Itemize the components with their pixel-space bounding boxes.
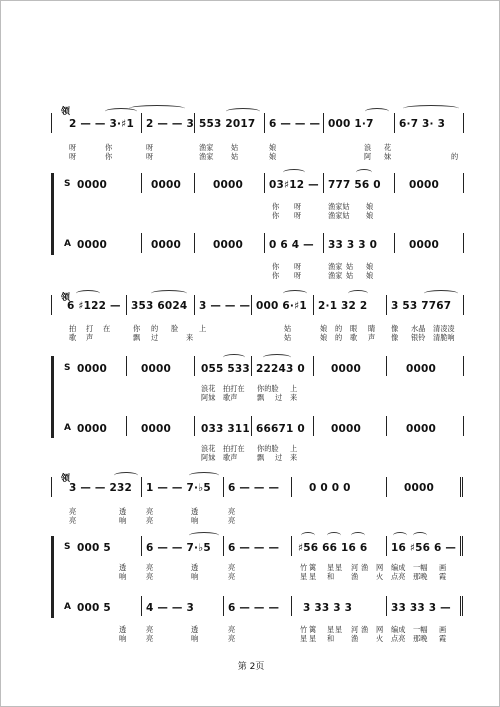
choir-brace (51, 173, 54, 255)
choir-brace (51, 536, 54, 618)
measure-1: 2 — — 3·♯1 (69, 118, 134, 130)
alto-label: A (64, 423, 71, 433)
choir-brace (51, 356, 54, 438)
soprano-label: S (64, 179, 71, 189)
score-page: 领 2 — — 3·♯1 2 — — 3 553 2017 6 — — — 000 1·7 6·7 3· 3 呀 你 呀 渔家 姑 娘 浪 花 呀 你 呀 渔家 姑 娘 阿 妹 的 S 0000 0000 0000 03♯12 — 777 56 0 0000 你 呀 渔家姑 娘 你 呀 渔家姑 娘 A 0000 0000 0000 0 6 4 — 33 3 3 0 0000 你 呀 渔家 姑 娘 你 呀 渔家 姑 娘 领 6 ♯122 — 353 6024 3 — — — 000 6·♯1 2·1 32 2 3 53 7767 拍 打 在 你 的 脸 上 姑 娘 的 眼 睛 像 水晶 清凌凌 歌 声 飘 过 来 姑 娘 的 歌 声 像 银铃 清脆响 S 0000 0000 055 533 22243 0 0000 0000 浪花 拍打在 你的脸 上 阿妹 歌声 飘 过 来 A 0000 0000 033 311 66671 0 0000 0000 浪花 拍打在 你的脸 上 阿妹 歌声 飘 过 来 领 3 — — 232 1 — — 7·♭5 6 — — — 0 0 0 0 0000 亮 透 亮 透 亮 亮 响 亮 响 亮 S 000 5 6 — — 7·♭5 6 — — — ♯56 66 16 6 16 ♯56 6 — 透 亮 透 亮 竹 篱 星 星 河 渔 网 编成 一幅 画 响 亮 响 亮 星 星 和 渔 火 点亮 那晚 霞 A 000 5 4 — — 3 6 — — — 3 33 3 3 33 33 3 — 透 亮 透 亮 竹 篱 星 星 河 渔 网 编成 一幅 画 响 亮 响 亮 星 星 和 渔 火 点亮 那晚 霞 第 2页 (0, 0, 500, 707)
lead-voice-label: 领 (61, 107, 71, 117)
page-number: 第 2页 (237, 662, 265, 672)
measure-2: 2 — — 3 (146, 118, 194, 130)
soprano-label: S (64, 363, 71, 373)
lead-voice-label: 领 (61, 293, 71, 303)
measure-4: 6 — — — (269, 118, 321, 130)
alto-label: A (64, 239, 71, 249)
lead-voice-label: 领 (61, 474, 71, 484)
alto-label: A (64, 602, 71, 612)
measure-6: 6·7 3· 3 (399, 118, 446, 130)
measure-5: 000 1·7 (328, 118, 374, 130)
system-start-line (51, 113, 52, 133)
measure-3: 553 2017 (199, 118, 256, 130)
soprano-label: S (64, 542, 71, 552)
